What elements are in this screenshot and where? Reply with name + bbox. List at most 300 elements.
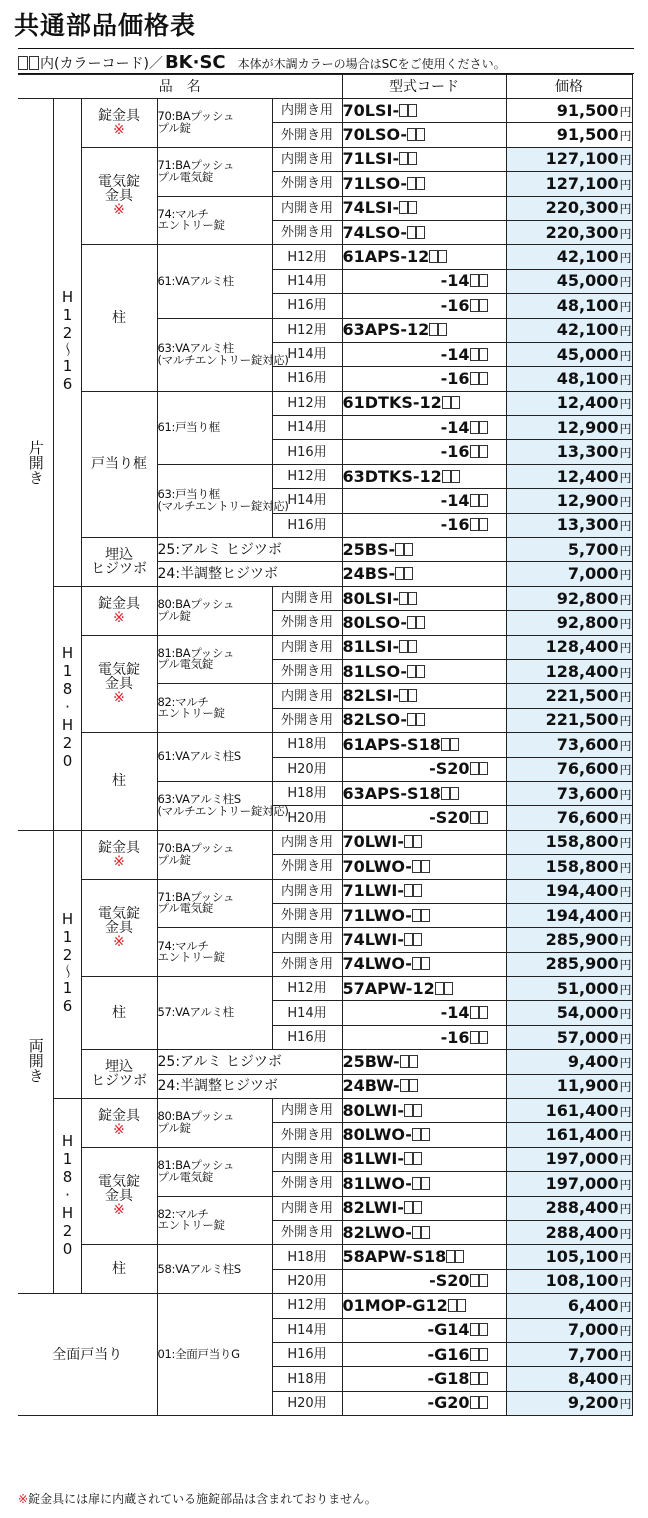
price: [506, 245, 632, 269]
color-code-box: [408, 201, 417, 214]
price-value: 5,700: [567, 539, 619, 559]
price-value: 42,100: [556, 247, 619, 267]
model-code-text: 81LWI-: [342, 1149, 404, 1169]
price: [506, 367, 632, 391]
yen-unit: 円: [619, 1397, 632, 1412]
model-code-text: 81LSO-: [342, 661, 408, 681]
model-code-text: -16: [440, 295, 470, 315]
color-code-box: [479, 811, 488, 824]
category-post: [81, 245, 157, 391]
model-code: [342, 1391, 506, 1415]
section-ryo: [18, 830, 53, 1293]
model-code-text: 63APS-S18: [342, 783, 441, 803]
model-code-text: 63DTKS-12: [342, 466, 442, 486]
model-code-text: 80LWI-: [342, 1100, 404, 1120]
model-code: [342, 196, 506, 220]
model-code: [342, 903, 506, 927]
variant: 外開き用: [272, 123, 342, 147]
price: [506, 1001, 632, 1025]
color-code-box: [470, 348, 479, 361]
price: [506, 1050, 632, 1074]
color-code-box: [444, 982, 453, 995]
model-code: [342, 245, 506, 269]
product-name-line: 81:BAプッシュ: [157, 645, 235, 660]
color-code-box: [412, 957, 421, 970]
yen-unit: 円: [619, 568, 632, 583]
model-code: [342, 342, 506, 366]
price-table: [18, 74, 633, 1416]
product-name-line: エントリー錠: [157, 706, 225, 721]
category-post: [81, 1245, 157, 1294]
color-code-box: [413, 1152, 422, 1165]
variant: 内開き用: [272, 635, 342, 659]
color-code-box: [470, 1274, 479, 1287]
price-value: 221,500: [545, 710, 619, 730]
product-name: [157, 1050, 342, 1074]
model-code-text: 74LWI-: [342, 929, 404, 949]
model-code: [342, 440, 506, 464]
required-mark: ※: [113, 689, 125, 706]
color-code-note: [18, 52, 634, 72]
variant: H18用: [272, 1367, 342, 1391]
category-electric-lock: [81, 635, 157, 733]
category-hinge: [81, 538, 157, 587]
color-code-box: [421, 909, 430, 922]
product-name-line: エントリー錠: [157, 218, 225, 233]
color-code-box: [479, 494, 488, 507]
yen-unit: 円: [619, 909, 632, 924]
product-name-line: 24:半調整ヒジツボ: [157, 566, 279, 583]
product-name-line: 71:BAプッシュ: [157, 889, 235, 904]
model-code-text: 82LSO-: [342, 710, 408, 730]
yen-unit: 円: [619, 372, 632, 387]
model-code-text: -16: [440, 1027, 470, 1047]
color-code-box: [407, 713, 416, 726]
color-code-box: [479, 1372, 488, 1385]
product-name: [157, 781, 289, 830]
color-code-box: [413, 835, 422, 848]
product-name-line: プル電気錠: [157, 1169, 214, 1184]
required-mark: ※: [113, 202, 125, 219]
price: [506, 1099, 632, 1123]
model-code-text: 70LSO-: [342, 125, 408, 145]
model-code-text: 81LSI-: [342, 637, 400, 657]
model-code: [342, 416, 506, 440]
product-name-line: 80:BAプッシュ: [157, 597, 235, 612]
model-code-text: 71LWO-: [342, 905, 412, 925]
color-code-box: [416, 177, 425, 190]
category-hinge: [81, 1050, 157, 1099]
price: [506, 123, 632, 147]
color-code-box: [451, 470, 460, 483]
color-code-label: 内(カラーコード)／: [40, 56, 163, 72]
product-name-line: 57:VAアルミ柱: [157, 1005, 234, 1020]
color-code-box: [479, 421, 488, 434]
variant: 内開き用: [272, 147, 342, 171]
color-code-box: [421, 1128, 430, 1141]
price: [506, 708, 632, 732]
price-value: 91,500: [556, 125, 619, 145]
product-name: [157, 830, 272, 879]
price-value: 76,600: [556, 759, 619, 779]
yen-unit: 円: [619, 104, 632, 119]
height-h18-20: [53, 586, 81, 830]
color-code-box: [479, 1348, 488, 1361]
price-value: 161,400: [545, 1100, 619, 1120]
price-value: 54,000: [556, 1003, 619, 1023]
color-codes: BK·SC: [164, 52, 226, 73]
height-h18-20-text: H18·H20: [58, 643, 77, 770]
category-lock: [81, 586, 157, 635]
color-code-box: [412, 1177, 421, 1190]
price-value: 57,000: [556, 1027, 619, 1047]
color-code-box: [470, 1006, 479, 1019]
header-row: [18, 75, 632, 99]
product-name-line: 74:マルチ: [157, 206, 209, 221]
yen-unit: 円: [619, 324, 632, 339]
color-code-box: [407, 665, 416, 678]
color-code-box: [470, 299, 479, 312]
table-row: [18, 538, 632, 562]
price: [506, 586, 632, 610]
variant: H16用: [272, 1025, 342, 1049]
category-electric-lock: [81, 879, 157, 977]
color-code-box: [479, 348, 488, 361]
price: [506, 879, 632, 903]
yen-unit: 円: [619, 251, 632, 266]
model-code: [342, 220, 506, 244]
yen-unit: 円: [619, 616, 632, 631]
table-row: [18, 147, 632, 171]
color-code-box: [455, 1250, 464, 1263]
model-code-text: -14: [440, 490, 470, 510]
product-name-line: プル電気錠: [157, 657, 214, 672]
color-code-box: [470, 1348, 479, 1361]
variant: H16用: [272, 440, 342, 464]
variant: 内開き用: [272, 684, 342, 708]
model-code-text: 82LWI-: [342, 1198, 404, 1218]
color-code-box: [407, 177, 416, 190]
model-code-text: -14: [440, 271, 470, 291]
color-code-box: [470, 445, 479, 458]
price-value: 288,400: [545, 1198, 619, 1218]
color-code-box: [479, 1323, 488, 1336]
footnote-text: 錠金具には扉に内蔵されている施錠部品は含まれておりません。: [28, 1492, 377, 1506]
model-code-text: 74LSI-: [342, 198, 400, 218]
color-code-box: [450, 787, 459, 800]
variant: 内開き用: [272, 1147, 342, 1171]
color-code-box: [404, 835, 413, 848]
yen-unit: 円: [619, 787, 632, 802]
model-code: [342, 269, 506, 293]
yen-unit: 円: [619, 129, 632, 144]
yen-unit: 円: [619, 543, 632, 558]
color-code-box: [438, 323, 447, 336]
price: [506, 659, 632, 683]
variant: H14用: [272, 1318, 342, 1342]
yen-unit: 円: [619, 1177, 632, 1192]
variant: 外開き用: [272, 611, 342, 635]
price: [506, 1342, 632, 1366]
product-name-line: 74:マルチ: [157, 938, 209, 953]
yen-unit: 円: [619, 202, 632, 217]
required-mark: ※: [113, 933, 125, 950]
product-name: [157, 562, 342, 586]
price-value: 105,100: [545, 1247, 619, 1267]
model-code-text: 24BS-: [342, 564, 396, 584]
price: [506, 928, 632, 952]
yen-unit: 円: [619, 1251, 632, 1266]
category-post-label: 柱: [112, 310, 126, 327]
height-h18-20-text: H18·H20: [58, 1131, 77, 1258]
price: [506, 391, 632, 415]
page-title: 共通部品価格表: [14, 11, 197, 40]
product-name-line: 70:BAプッシュ: [157, 841, 235, 856]
model-code-text: 25BS-: [342, 539, 396, 559]
product-name-line: 01:全面戸当りG: [157, 1346, 240, 1361]
product-name-line: プル電気錠: [157, 169, 214, 184]
product-name-line: 70:BAプッシュ: [157, 109, 235, 124]
model-code-text: 25BW-: [342, 1051, 400, 1071]
product-name: [157, 977, 272, 1050]
yen-unit: 円: [619, 494, 632, 509]
color-code-box: [404, 1201, 413, 1214]
section-kata: [18, 99, 53, 831]
height-h12-16: [53, 99, 81, 587]
yen-unit: 円: [619, 1055, 632, 1070]
color-code-box: [416, 226, 425, 239]
height-h12-16: [53, 830, 81, 1098]
price: [506, 196, 632, 220]
product-name: [157, 1074, 342, 1098]
price-value: 128,400: [545, 637, 619, 657]
product-name-line: (マルチエントリー錠対応): [157, 803, 289, 818]
product-name-line: 25:アルミ ヒジツボ: [157, 541, 282, 558]
price: [506, 1391, 632, 1415]
variant: H14用: [272, 489, 342, 513]
variant: H12用: [272, 464, 342, 488]
color-code-box: [408, 689, 417, 702]
table-row: [18, 977, 632, 1001]
color-code-box: [479, 445, 488, 458]
yen-unit: 円: [619, 1129, 632, 1144]
model-code-text: -14: [440, 417, 470, 437]
product-name: [157, 1245, 272, 1294]
model-code-text: -14: [440, 344, 470, 364]
price-value: 127,100: [545, 173, 619, 193]
model-code: [342, 1367, 506, 1391]
required-mark: ※: [113, 1121, 125, 1138]
divider: [18, 48, 634, 49]
product-name: [157, 1294, 272, 1416]
yen-unit: 円: [619, 763, 632, 778]
product-name-line: エントリー錠: [157, 1218, 225, 1233]
product-name: [157, 586, 272, 635]
model-code-text: -S20: [429, 759, 470, 779]
variant: H20用: [272, 1391, 342, 1415]
product-name: [157, 147, 272, 196]
price-value: 13,300: [556, 442, 619, 462]
model-code: [342, 1099, 506, 1123]
category-post-label: 柱: [112, 773, 126, 790]
color-code-box: [479, 274, 488, 287]
category-lock-label: 錠金具: [98, 839, 140, 856]
product-name-line: 63:戸当り框: [157, 487, 220, 502]
color-code-box: [407, 226, 416, 239]
yen-unit: 円: [619, 1226, 632, 1241]
price-value: 221,500: [545, 686, 619, 706]
model-code: [342, 513, 506, 537]
model-code-text: 81LWO-: [342, 1173, 412, 1193]
yen-unit: 円: [619, 1104, 632, 1119]
model-code-text: -S20: [429, 808, 470, 828]
color-code-box: [479, 1031, 488, 1044]
color-code-box: [421, 860, 430, 873]
price-value: 161,400: [545, 1125, 619, 1145]
color-code-box: [407, 616, 416, 629]
color-code-box: [404, 884, 413, 897]
price: [506, 855, 632, 879]
header-price: 価格: [506, 75, 632, 99]
yen-unit: 円: [619, 1007, 632, 1022]
model-code: [342, 1050, 506, 1074]
yen-unit: 円: [619, 738, 632, 753]
color-code-box: [399, 201, 408, 214]
price-value: 11,900: [556, 1076, 619, 1096]
model-code: [342, 1318, 506, 1342]
price: [506, 269, 632, 293]
model-code: [342, 806, 506, 830]
color-code-box: [421, 1226, 430, 1239]
model-code-text: -16: [440, 442, 470, 462]
price: [506, 757, 632, 781]
color-code-box: [479, 762, 488, 775]
variant: 外開き用: [272, 220, 342, 244]
color-code-box: [407, 128, 416, 141]
color-code-box: [409, 1055, 418, 1068]
color-code-box: [400, 1079, 409, 1092]
product-name: [157, 464, 289, 537]
price: [506, 562, 632, 586]
yen-unit: 円: [619, 1153, 632, 1168]
model-code: [342, 684, 506, 708]
yen-unit: 円: [619, 958, 632, 973]
color-code-box: [479, 518, 488, 531]
model-code-text: 61APS-S18: [342, 734, 441, 754]
color-code-box: [408, 640, 417, 653]
model-code: [342, 733, 506, 757]
color-code-box: [412, 909, 421, 922]
color-code-box: [408, 592, 417, 605]
table-row: [18, 99, 632, 123]
footnote: [18, 1490, 377, 1507]
category-lock-label: 錠金具: [98, 595, 140, 612]
color-code-box: [395, 543, 404, 556]
price: [506, 806, 632, 830]
color-code-box: [412, 860, 421, 873]
model-code: [342, 489, 506, 513]
color-code-box: [470, 1323, 479, 1336]
color-code-box: [408, 104, 417, 117]
color-code-box: [470, 518, 479, 531]
model-code-text: 70LWO-: [342, 856, 412, 876]
category-door-stop-label: 戸当り框: [91, 456, 147, 473]
model-code: [342, 1245, 506, 1269]
color-code-box: [479, 1274, 488, 1287]
yen-unit: 円: [619, 1202, 632, 1217]
height-h12-16-text: H12〜16: [58, 910, 77, 1016]
price: [506, 1220, 632, 1244]
category-door-stop: [81, 391, 157, 537]
required-mark: ※: [113, 609, 125, 626]
price-value: 6,400: [567, 1295, 619, 1315]
price: [506, 1074, 632, 1098]
model-code-text: 80LSO-: [342, 612, 408, 632]
model-code-text: -G20: [427, 1393, 470, 1413]
variant: H16用: [272, 294, 342, 318]
price-value: 12,900: [556, 490, 619, 510]
price: [506, 342, 632, 366]
color-code-box: [416, 665, 425, 678]
model-code-text: -G14: [427, 1320, 470, 1340]
price-value: 48,100: [556, 368, 619, 388]
model-code: [342, 1147, 506, 1171]
variant: H16用: [272, 513, 342, 537]
color-code-box: [442, 470, 451, 483]
model-code-text: 74LSO-: [342, 222, 408, 242]
category-hinge-label: 埋込: [105, 1059, 133, 1076]
table-row: [18, 1245, 632, 1269]
color-code-box: [413, 1104, 422, 1117]
model-code-text: -S20: [429, 1271, 470, 1291]
model-code: [342, 928, 506, 952]
yen-unit: 円: [619, 1080, 632, 1095]
color-code-box: [479, 372, 488, 385]
variant: 外開き用: [272, 855, 342, 879]
price-value: 12,900: [556, 417, 619, 437]
price: [506, 220, 632, 244]
model-code-text: 82LSI-: [342, 686, 400, 706]
product-name-line: プル錠: [157, 852, 191, 867]
color-code-box: [470, 1031, 479, 1044]
color-code-box: [470, 421, 479, 434]
variant: 外開き用: [272, 1123, 342, 1147]
price: [506, 903, 632, 927]
product-name: [157, 99, 272, 148]
model-code: [342, 611, 506, 635]
color-code-box: [408, 152, 417, 165]
color-code-box: [399, 152, 408, 165]
color-code-box: [416, 128, 425, 141]
yen-unit: 円: [619, 177, 632, 192]
table-row: [18, 879, 632, 903]
variant: 外開き用: [272, 172, 342, 196]
model-code: [342, 147, 506, 171]
model-code: [342, 538, 506, 562]
table-row: [18, 1099, 632, 1123]
price: [506, 733, 632, 757]
color-code-box: [413, 884, 422, 897]
yen-unit: 円: [619, 885, 632, 900]
color-code-box: [470, 1372, 479, 1385]
model-code: [342, 952, 506, 976]
product-name-line: エントリー錠: [157, 950, 225, 965]
yen-unit: 円: [619, 397, 632, 412]
model-code: [342, 1025, 506, 1049]
price-value: 91,500: [556, 100, 619, 120]
category-lock: [81, 99, 157, 148]
variant: H12用: [272, 245, 342, 269]
